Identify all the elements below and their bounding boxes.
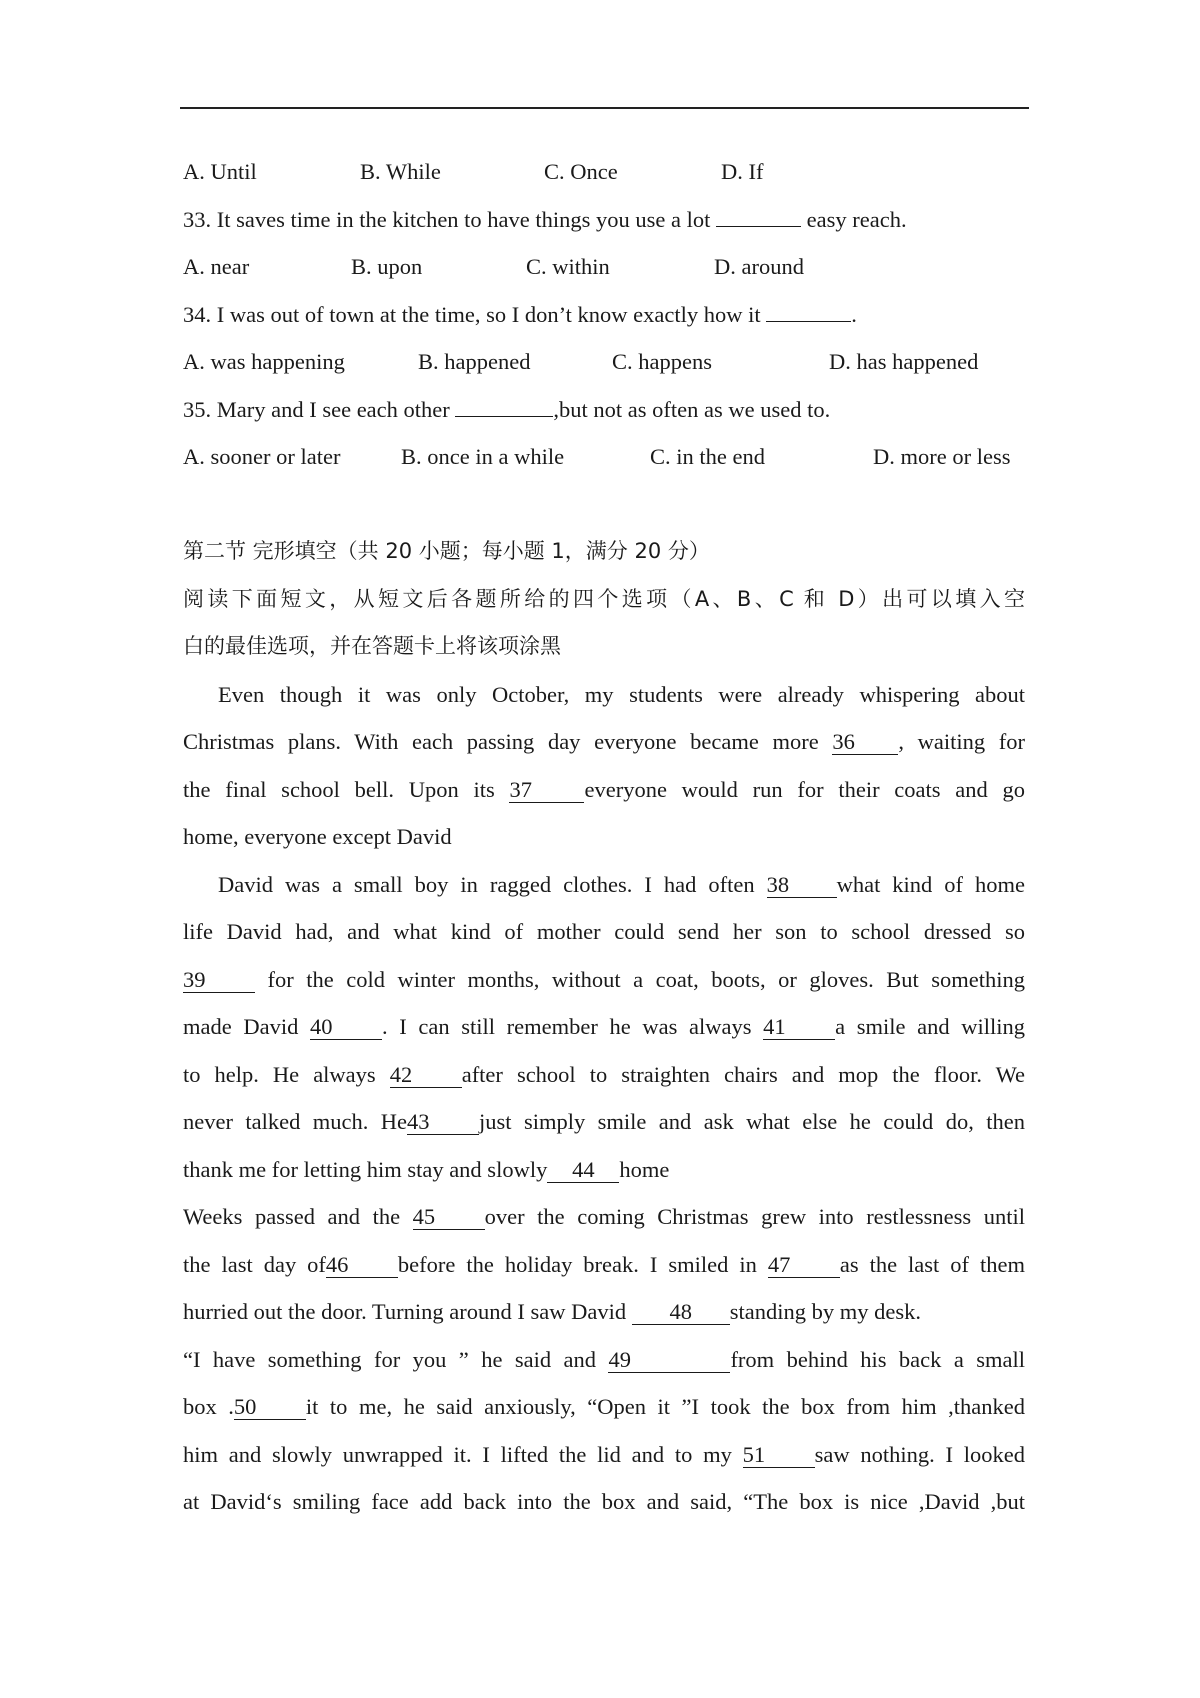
passage-p4-line-2: box .50 it to me, he said anxiously, “Open it ”I took the box from him ,thanked (183, 1394, 1025, 1419)
section-instruction-line-2: 白的最佳选项，并在答题卡上将该项涂黑 (183, 634, 561, 658)
passage-p1-line-4: home, everyone except David (183, 824, 452, 849)
blank-45: 45 (413, 1205, 485, 1230)
q35-stem: 35. Mary and I see each other ,but not as often as we used to. (183, 396, 831, 422)
q33-blank (716, 206, 801, 227)
blank-47: 47 (768, 1253, 840, 1278)
q35-blank (455, 396, 553, 417)
spacer (183, 481, 1025, 529)
blank-44: 44 (547, 1158, 619, 1183)
q33-option-a: A. near (183, 254, 250, 279)
q33-option-b: B. upon (351, 254, 423, 279)
blank-38: 38 (767, 873, 837, 898)
header-rule (180, 107, 1029, 109)
q34-option-d: D. has happened (829, 349, 979, 374)
blank-50: 50 (234, 1395, 306, 1420)
q32-option-c: C. Once (544, 159, 618, 184)
q33-options (183, 243, 1025, 291)
passage-p1-line-3: the final school bell. Upon its 37 everyone would run for their coats and go (183, 776, 1025, 802)
q33-option-d: D. around (714, 254, 804, 279)
q35-options (183, 433, 1025, 481)
blank-37: 37 (509, 778, 584, 803)
passage-p1-line-2: Christmas plans. With each passing day everyone became more 36 , waiting for (183, 729, 1025, 754)
q33-option-c: C. within (526, 254, 610, 279)
q35-option-a: A. sooner or later (183, 444, 341, 469)
passage-p3-line-2: the last day of46 before the holiday break. I smiled in 47 as the last of them (183, 1251, 1025, 1277)
passage-p1-line-1: Even though it was only October, my students were already whispering about (218, 681, 1025, 707)
passage-p2-line-4: made David 40 . I can still remember he was always 41 a smile and willing (183, 1014, 1025, 1039)
passage-p3-line-1: Weeks passed and the 45 over the coming Christmas grew into restlessness until (183, 1204, 1025, 1229)
q34-option-b: B. happened (418, 349, 531, 374)
blank-49: 49 (608, 1348, 730, 1373)
q34-option-a: A. was happening (183, 349, 345, 374)
passage-p2-line-5: to help. He always 42 after school to straighten chairs and mop the floor. We (183, 1061, 1025, 1087)
q34-blank (766, 301, 851, 322)
blank-41: 41 (763, 1015, 835, 1040)
blank-48: 48 (632, 1300, 730, 1325)
q35-option-d: D. more or less (873, 444, 1011, 469)
passage-p4-line-3: him and slowly unwrapped it. I lifted the lid and to my 51 saw nothing. I looked (183, 1441, 1025, 1467)
blank-42: 42 (390, 1063, 462, 1088)
q32-option-b: B. While (360, 159, 441, 184)
passage-p3-line-3: hurried out the door. Turning around I saw David 48 standing by my desk. (183, 1299, 921, 1324)
passage-p2-line-7: thank me for letting him stay and slowly 44 home (183, 1156, 670, 1182)
section-instruction-line-1: 阅读下面短文，从短文后各题所给的四个选项（A、B、C 和 D）出可以填入空 (183, 586, 1025, 611)
blank-40: 40 (310, 1015, 382, 1040)
q32-options (183, 148, 1025, 196)
q32-option-d: D. If (721, 159, 764, 184)
blank-36: 36 (832, 730, 898, 755)
q35-option-c: C. in the end (650, 444, 765, 469)
exam-page (183, 148, 1025, 1526)
passage-p4-line-1: “I have something for you ” he said and 49 from behind his back a small (183, 1346, 1025, 1372)
section-heading: 第二节 完形填空（共 20 小题；每小题 1，满分 20 分） (183, 539, 710, 563)
passage-p2-line-2: life David had, and what kind of mother could send her son to school dressed so (183, 919, 1025, 944)
q34-stem: 34. I was out of town at the time, so I don’t know exactly how it . (183, 301, 857, 327)
q34-option-c: C. happens (612, 349, 712, 374)
blank-39: 39 (183, 968, 255, 993)
passage-p2-line-3: 39 for the cold winter months, without a coat, boots, or gloves. But something (183, 966, 1025, 992)
passage-p2-line-6: never talked much. He43 just simply smile and ask what else he could do, then (183, 1109, 1025, 1134)
passage-p4-line-4: at David‘s smiling face add back into the box and said, “The box is nice ,David ,but (183, 1489, 1025, 1514)
q32-option-a: A. Until (183, 159, 257, 184)
passage-p2-line-1: David was a small boy in ragged clothes. I had often 38 what kind of home (218, 871, 1025, 897)
blank-43: 43 (407, 1110, 479, 1135)
q35-option-b: B. once in a while (401, 444, 565, 469)
blank-51: 51 (743, 1443, 815, 1468)
q34-options (183, 338, 1025, 386)
q33-stem: 33. It saves time in the kitchen to have things you use a lot easy reach. (183, 206, 907, 232)
blank-46: 46 (326, 1253, 398, 1278)
